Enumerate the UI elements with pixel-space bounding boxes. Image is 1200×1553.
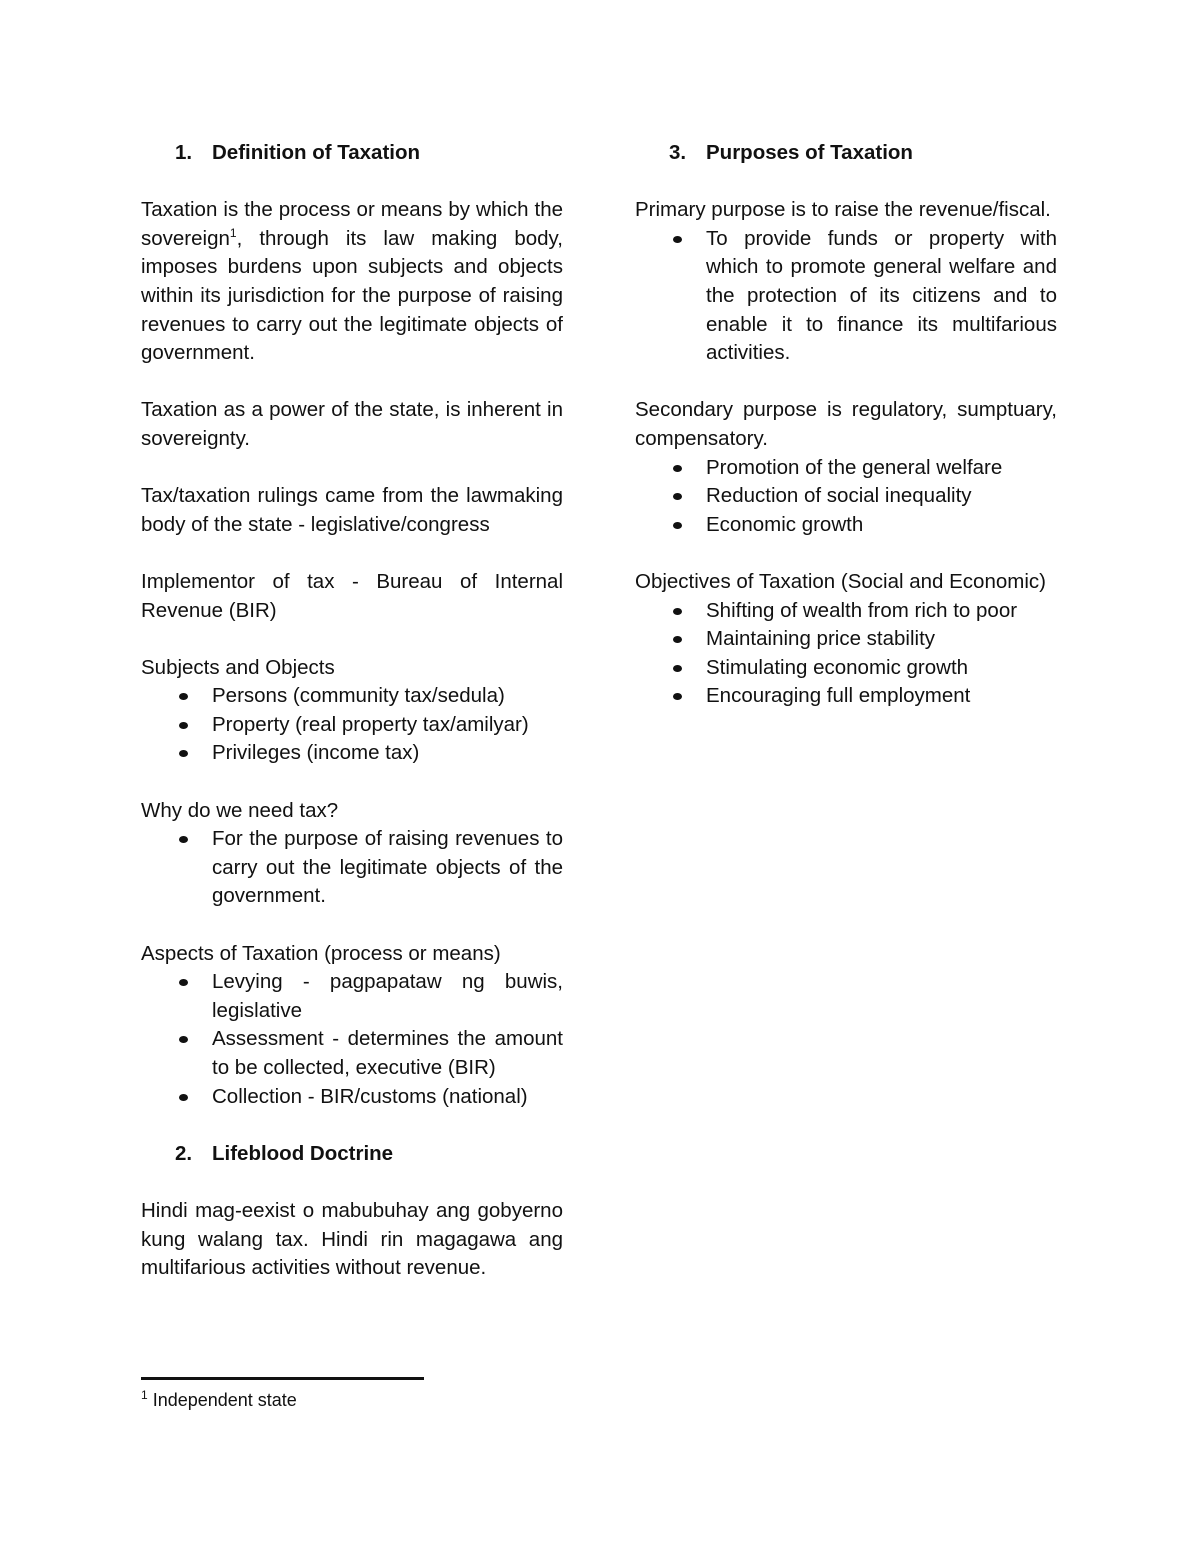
list-item: Levying - pagpapataw ng buwis, legislative [141,968,563,1025]
right-column [635,139,1057,711]
footnote-text: Independent state [147,1390,297,1410]
list-item: Privileges (income tax) [141,739,563,768]
list-item: Shifting of wealth from rich to poor [635,597,1057,626]
bullet-list [141,968,563,1111]
footnote [141,1388,297,1412]
section-number: 2. [175,1141,193,1165]
list-item: Persons (community tax/sedula) [141,682,563,711]
bullet-list [635,225,1057,368]
section-heading-1 [141,139,563,168]
paragraph: Hindi mag-eexist o mabubuhay ang gobyerno kung walang tax. Hindi rin magagawa ang multifarious activities without revenue. [141,1198,563,1280]
list-item: Maintaining price stability [635,625,1057,654]
bullet-list [635,597,1057,711]
paragraph: Primary purpose is to raise the revenue/fiscal. [635,198,1051,222]
paragraph: Objectives of Taxation (Social and Economic) [635,569,1046,593]
section-heading-3 [635,139,1057,168]
list-item: To provide funds or property with which to promote general welfare and the protection of its citizens and to enable it to finance its multifarious activities. [635,225,1057,368]
bullet-list [635,454,1057,540]
section-heading-2 [141,1140,563,1169]
list-item: Assessment - determines the amount to be collected, executive (BIR) [141,1025,563,1082]
list-item: Collection - BIR/customs (national) [141,1083,563,1112]
section-number: 1. [175,141,193,164]
list-label: Why do we need tax? [141,798,339,822]
footnote-ref: 1 [229,225,237,240]
list-label: Aspects of Taxation (process or means) [141,941,501,965]
list-item: Reduction of social inequality [635,482,1057,511]
list-item: Encouraging full employment [635,682,1057,711]
list-item: For the purpose of raising revenues to carry out the legitimate objects of the government. [141,825,563,911]
list-label: Subjects and Objects [141,655,335,679]
paragraph: Implementor of tax - Bureau of Internal Revenue (BIR) [141,569,563,622]
list-item: Promotion of the general welfare [635,454,1057,483]
list-item: Stimulating economic growth [635,654,1057,683]
section-title: Definition of Taxation [212,141,421,164]
section-number: 3. [669,141,687,164]
section-title: Purposes of Taxation [706,141,913,164]
bullet-list [141,682,563,768]
list-item: Economic growth [635,511,1057,540]
section-title: Lifeblood Doctrine [212,1141,394,1165]
paragraph: Taxation as a power of the state, is inherent in sovereignty. [141,398,563,450]
footnote-divider [141,1377,424,1380]
paragraph: Secondary purpose is regulatory, sumptuary, compensatory. [635,398,1057,450]
paragraph: Tax/taxation rulings came from the lawmaking body of the state - legislative/congress [141,484,563,536]
left-column [141,139,563,1283]
paragraph: Taxation is the process or means by which the sovereign$^1$, through its law making body, imposes burdens upon subjects and objects within its jurisdiction for the purpose of raising revenues to carry out the legitimate objects of government. [141,198,563,365]
footnote-mark: 1 [141,1388,148,1402]
list-item: Property (real property tax/amilyar) [141,711,563,740]
bullet-list [141,825,563,911]
